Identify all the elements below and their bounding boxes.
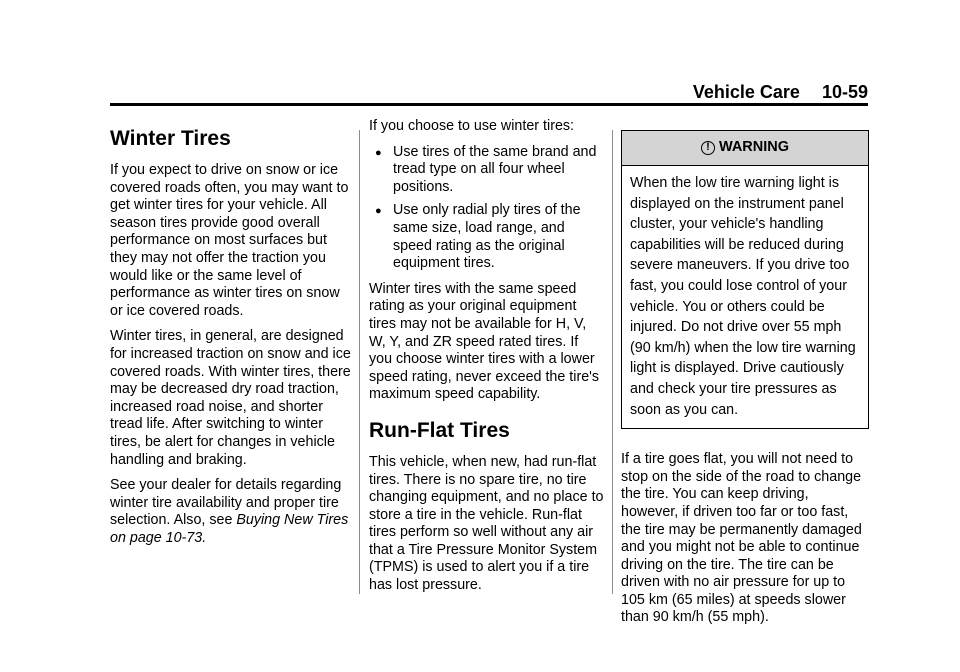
winter-tires-heading: Winter Tires xyxy=(110,127,231,150)
run-flat-tires-heading: Run-Flat Tires xyxy=(369,418,510,442)
bullet-icon: ● xyxy=(375,146,382,159)
warning-icon: ! xyxy=(701,141,715,155)
bullet-list xyxy=(369,144,605,273)
section-title: Vehicle Care xyxy=(692,82,800,102)
paragraph: If you expect to drive on snow or ice covered roads often, you may want to get winter tires for your vehicle. All season tires provide good overall performance on most surfaces but they may not offer the traction you would like or the same level of performance as winter tires on snow or ice covered roads. xyxy=(110,162,349,319)
see-dealer-paragraph xyxy=(110,477,352,547)
see-text: See your dealer for details regarding winter tire availability and proper tire selection. Also, see xyxy=(110,477,342,529)
column-divider-2 xyxy=(612,130,613,594)
warning-text: When the low tire warning light is displayed on the instrument panel cluster, your vehicle's handling capabilities will be reduced during severe maneuvers. If you drive too fast, you could lose control of your vehicle. You or others could be injured. Do not drive over 55 mph (90 km/h) when the low tire warning light is displayed. Drive cautiously and check your tire pressures as soon as you can. xyxy=(630,175,856,418)
column-3 xyxy=(621,118,869,635)
warning-label: WARNING xyxy=(718,139,790,156)
bullet-icon: ● xyxy=(375,205,382,218)
list-item: ● Use tires of the same brand and tread type on all four wheel positions. xyxy=(375,143,597,195)
column-1 xyxy=(110,118,352,555)
warning-header xyxy=(622,131,868,166)
column-divider-1 xyxy=(359,130,360,594)
paragraph: Winter tires, in general, are designed for increased traction on snow and ice covered roads. With winter tires, there may be decreased dry road traction, increased road noise, and shorter tread life. After switching to winter tires, be alert for changes in vehicle handling and braking. xyxy=(110,328,351,468)
intro-text: If you choose to use winter tires: xyxy=(369,118,575,134)
header-rule xyxy=(110,103,868,106)
page-header xyxy=(110,82,868,102)
buying-tires-reference: Buying New Tires on page 10-73. xyxy=(110,512,349,546)
paragraph: Winter tires with the same speed rating as your original equipment tires may not be available for H, V, W, Y, and ZR speed rated tires. If you choose winter tires with a lower speed rating, never exceed the tire's maximum speed capability. xyxy=(369,280,600,403)
paragraph: This vehicle, when new, had run-flat tires. There is no spare tire, no tire changing equipment, and no place to store a tire in the vehicle. Run-flat tires perform so well without any air that a Tire Pressure Monitor System (TPMS) is used to alert you if a tire has lost pressure. xyxy=(369,453,604,594)
warning-box xyxy=(621,130,869,429)
paragraph: If a tire goes flat, you will not need to stop on the side of the road to change the tire. You can keep driving, however, if driven too far or too fast, the tire may be permanently damaged and you might not be able to continue driving on the tire. The tire can be driven with no air pressure for up to 105 km (65 miles) at speeds slower than 90 km/h (55 mph). xyxy=(621,451,862,626)
column-2 xyxy=(369,118,605,603)
page-number: 10-59 xyxy=(821,82,868,102)
list-item: ● Use only radial ply tires of the same size, load range, and speed rating as the original equipment tires. xyxy=(375,202,581,272)
